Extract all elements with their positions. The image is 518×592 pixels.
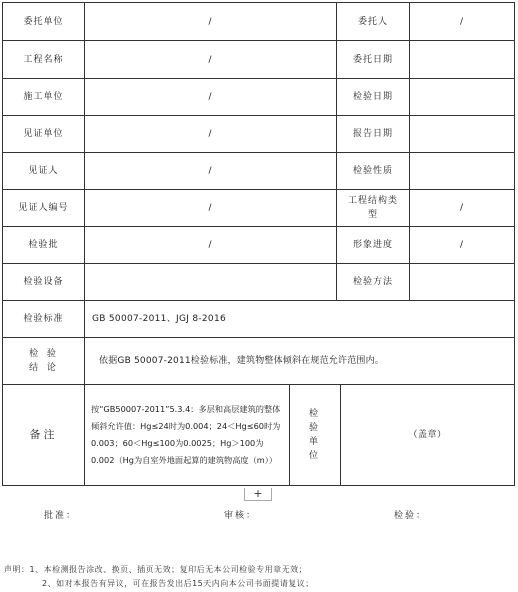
label-client-unit: 委托单位 xyxy=(23,16,64,27)
value-inspection-date xyxy=(410,79,514,115)
label-inspection-date: 检验日期 xyxy=(352,92,393,102)
label-conclusion: 检 验 结 论 xyxy=(29,349,59,373)
value-client: / xyxy=(459,16,465,27)
value-conclusion: 依据GB 50007-2011检验标准，建筑物整体倾斜在规范允许范围内。 xyxy=(99,356,384,366)
value-project-name: / xyxy=(208,54,213,65)
label-inspection-unit: 检 验 单 位 xyxy=(308,409,321,461)
label-structure-type: 工程结构类型 xyxy=(347,196,398,220)
label-inspection-batch: 检验批 xyxy=(28,240,59,250)
label-report-date: 报告日期 xyxy=(352,129,393,139)
value-witness: / xyxy=(208,166,213,176)
value-commission-date xyxy=(410,41,514,78)
inspect-label: 检验： xyxy=(394,511,428,521)
value-inspection-nature xyxy=(410,153,514,189)
value-witness-number: / xyxy=(208,203,213,213)
label-progress: 形象进度 xyxy=(352,240,393,250)
review-label: 审核： xyxy=(224,511,258,521)
report-table xyxy=(2,2,515,486)
statement-line-2: 2、如对本报告有异议，可在报告发出后15天内向本公司书面提请复议； xyxy=(42,579,314,588)
approve-label: 批准： xyxy=(44,511,78,521)
seal: （盖章） xyxy=(408,430,447,440)
label-witness: 见证人 xyxy=(28,166,59,176)
value-progress: / xyxy=(459,240,465,250)
value-method xyxy=(410,264,514,300)
label-project-name: 工程名称 xyxy=(23,54,64,65)
label-client: 委托人 xyxy=(357,16,388,27)
add-row-button[interactable]: + xyxy=(244,488,272,501)
label-remarks: 备注 xyxy=(29,428,58,441)
value-standard: GB 50007-2011、JGJ 8-2016 xyxy=(92,314,227,324)
label-commission-date: 委托日期 xyxy=(352,54,393,65)
value-equipment xyxy=(85,264,336,300)
value-witness-unit: / xyxy=(208,129,213,139)
label-construction-unit: 施工单位 xyxy=(23,92,64,102)
label-inspection-nature: 检验性质 xyxy=(352,166,393,176)
label-witness-unit: 见证单位 xyxy=(23,129,64,139)
label-equipment: 检验设备 xyxy=(23,277,64,287)
value-structure-type: / xyxy=(459,203,465,213)
label-method: 检验方法 xyxy=(352,277,393,287)
value-client-unit: / xyxy=(208,16,213,27)
statement-line-1: 声明：1、本检测报告涂改、换页、插页无效；复印后无本公司检验专用章无效； xyxy=(4,565,308,574)
label-standard: 检验标准 xyxy=(23,314,64,324)
remarks-text: 按“GB50007-2011”5.3.4：多层和高层建筑的整体倾斜允许值：Hg≤24时为0.004；24＜Hg≤60时为0.003；60＜Hg≤100为0.0025；Hg＞100为0.002（Hg为自室外地面起算的建筑物高度（m）） xyxy=(91,404,281,465)
value-report-date xyxy=(410,116,514,152)
label-witness-number: 见证人编号 xyxy=(18,203,69,213)
value-inspection-batch: / xyxy=(208,240,213,250)
value-construction-unit: / xyxy=(208,92,213,102)
